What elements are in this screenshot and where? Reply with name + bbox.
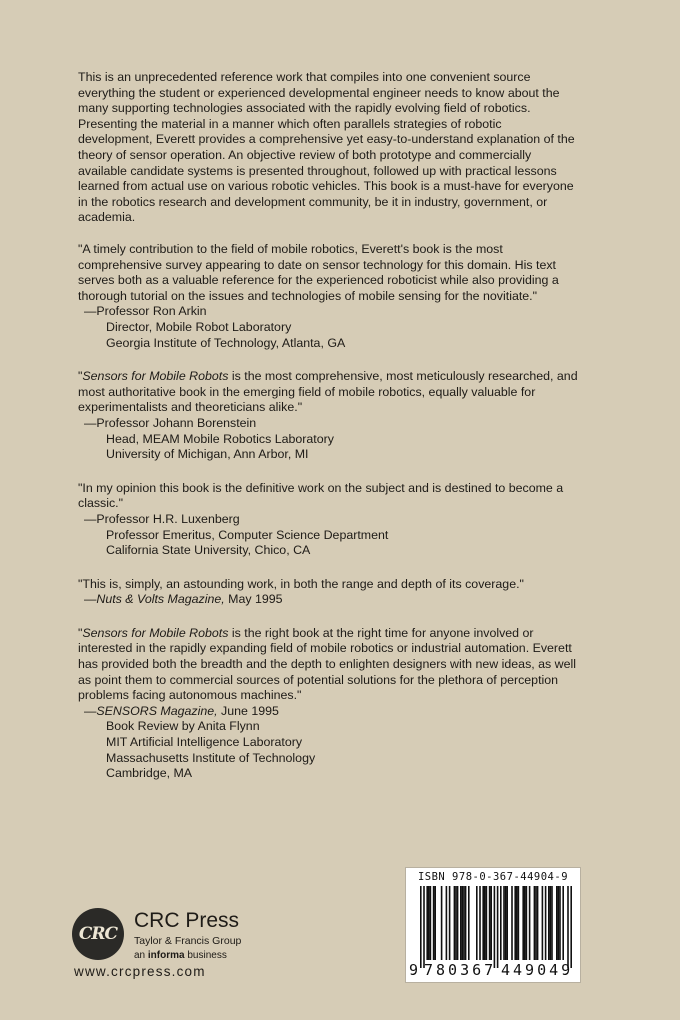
barcode-bar xyxy=(482,886,484,960)
quote-body: is the right book at the right time for anyone involved or interested in the rapidly expanding field of mobile robotics or industrial automation. Everett has provided both the breadth and the depth to enlighten designers with new ideas, as well as point them to commercial sources of potential solutions for the plethora of perception problems facing autonomous machines." xyxy=(78,625,577,703)
review-quote xyxy=(78,626,583,704)
barcode-bar xyxy=(506,886,508,960)
barcode-bar xyxy=(463,886,465,960)
reviewer-name: —Professor Johann Borenstein xyxy=(84,415,257,430)
parent-name: informa xyxy=(147,950,185,961)
reviewer-title: Director, Mobile Robot Laboratory xyxy=(106,319,292,334)
magazine-name: Nuts & Volts Magazine, xyxy=(96,592,225,607)
publisher-group: Taylor & Francis Group xyxy=(134,935,242,947)
barcode-bar xyxy=(522,886,524,960)
review-attribution xyxy=(84,416,583,463)
publisher-logo xyxy=(72,906,272,966)
publication-date: May 1995 xyxy=(224,592,283,607)
reviewer-title: MIT Artificial Intelligence Laboratory xyxy=(106,735,303,750)
reviewer-title: Professor Emeritus, Computer Science Department xyxy=(106,527,389,542)
barcode-bar xyxy=(537,886,539,960)
barcode-bar xyxy=(462,886,464,960)
barcode-bar xyxy=(457,886,459,960)
barcode-bar xyxy=(551,886,553,960)
barcode-bar xyxy=(562,886,564,960)
barcode-bar xyxy=(497,886,499,968)
publisher-parent xyxy=(134,950,227,962)
barcode-bar xyxy=(511,886,513,960)
barcode-bar xyxy=(446,886,448,960)
publication-date: June 1995 xyxy=(217,703,279,718)
barcode-bar xyxy=(542,886,544,960)
barcode-bar xyxy=(454,886,456,960)
barcode-bar xyxy=(524,886,526,960)
barcode-bar xyxy=(548,886,550,960)
reviews-section xyxy=(78,242,583,800)
review-quote: "This is, simply, an astounding work, in both the range and depth of its coverage." xyxy=(78,576,524,591)
book-title: Sensors for Mobile Robots xyxy=(82,625,229,640)
review-nuts-volts xyxy=(78,577,583,608)
barcode-bar xyxy=(514,886,516,960)
barcode-bar xyxy=(479,886,481,960)
barcode-bar xyxy=(430,886,432,960)
barcode-bar xyxy=(460,886,462,960)
reviewer-affiliation: University of Michigan, Ann Arbor, MI xyxy=(106,447,309,462)
barcode-bar xyxy=(420,886,422,968)
barcode-bar xyxy=(433,886,435,960)
reviewer-name: —Professor H.R. Luxenberg xyxy=(84,511,240,526)
barcode-bar xyxy=(556,886,558,960)
barcode-bar xyxy=(570,886,572,968)
review-attribution xyxy=(84,512,583,559)
isbn-label: ISBN 978-0-367-44904-9 xyxy=(417,871,569,883)
barcode-bar xyxy=(503,886,505,960)
review-attribution xyxy=(84,592,583,608)
reviewer-source xyxy=(84,592,583,608)
publisher-name: CRC Press xyxy=(134,909,240,932)
barcode-bar xyxy=(516,886,518,960)
reviewer-source xyxy=(84,704,583,720)
parent-suffix: business xyxy=(184,950,227,961)
barcode-bar xyxy=(529,886,531,960)
barcode-bar xyxy=(449,886,451,960)
barcode-bar xyxy=(465,886,467,960)
attribution-dash: — xyxy=(84,592,97,607)
reviewer-name: Book Review by Anita Flynn xyxy=(106,719,260,734)
barcode-bar xyxy=(518,886,520,960)
review-sensors-magazine xyxy=(78,626,583,782)
attribution-dash: — xyxy=(84,703,97,718)
reviewer-name: —Professor Ron Arkin xyxy=(84,304,207,319)
reviewer-affiliation: Georgia Institute of Technology, Atlanta, GA xyxy=(106,335,346,350)
quote-body: is the most comprehensive, most meticulously researched, and most authoritative book in the emerging field of mobile robotics, equally valuable for experimentalists and theoreticians alike." xyxy=(78,369,578,415)
barcode-bar xyxy=(426,886,428,960)
barcode-bar xyxy=(500,886,502,960)
barcode-bar xyxy=(476,886,478,960)
barcode-bar xyxy=(489,886,491,960)
barcode-bar xyxy=(434,886,436,960)
barcode-bar xyxy=(494,886,496,968)
barcode-bar xyxy=(526,886,528,960)
barcode-bar xyxy=(567,886,569,968)
barcode-digits-right: 449049 xyxy=(501,961,574,979)
barcode-bar xyxy=(550,886,552,960)
barcode-bar xyxy=(559,886,561,960)
quote-open: " xyxy=(78,625,83,640)
barcode-bar xyxy=(486,886,488,960)
reviewer-location: Cambridge, MA xyxy=(106,766,193,781)
review-borenstein xyxy=(78,369,583,463)
barcode-digits-left: 780367 xyxy=(424,961,497,979)
book-title: Sensors for Mobile Robots xyxy=(82,369,229,384)
review-attribution xyxy=(84,704,583,782)
barcode-bar xyxy=(534,886,536,960)
barcode-digit-lead: 9 xyxy=(409,961,419,979)
review-quote xyxy=(78,369,583,416)
barcode-bar xyxy=(535,886,537,960)
review-arkin xyxy=(78,242,583,351)
magazine-name: SENSORS Magazine, xyxy=(96,703,218,718)
quote-open: " xyxy=(78,369,83,384)
crc-logo-icon: CRC xyxy=(72,908,124,960)
review-quote: "In my opinion this book is the definitive work on the subject and is destined to become a classic." xyxy=(78,480,564,511)
review-attribution xyxy=(84,304,583,351)
barcode-bar xyxy=(484,886,486,960)
barcode-bar xyxy=(490,886,492,960)
reviewer-affiliation: California State University, Chico, CA xyxy=(106,543,311,558)
isbn-barcode xyxy=(405,867,581,983)
review-quote: "A timely contribution to the field of mobile robotics, Everett's book is the most comprehensive survey appearing to date on sensor technology for this domain. His text serves both as a valuable reference for the experienced roboticist while also providing a thorough tutorial on the issues and technologies of mobile sensing for the novitiate." xyxy=(78,242,559,303)
barcode-bar xyxy=(428,886,430,960)
barcode-bar xyxy=(545,886,547,960)
barcode-bar xyxy=(441,886,443,960)
barcode-bar xyxy=(558,886,560,960)
parent-prefix: an xyxy=(134,950,148,961)
barcode-bar xyxy=(505,886,507,960)
barcode-bar xyxy=(468,886,470,960)
review-luxenberg xyxy=(78,481,583,559)
reviewer-title: Head, MEAM Mobile Robotics Laboratory xyxy=(106,431,334,446)
barcode-bar xyxy=(455,886,457,960)
book-description: This is an unprecedented reference work that compiles into one convenient source everything the student or experienced developmental engineer needs to know about the many supporting technologies associated with the rapidly evolving field of robotics. Presenting the material in a manner which often parallels strategies of robotic development, Everett provides a comprehensive yet easy-to-understand explanation of the theory of sensor operation. An objective review of both prototype and commercially available candidate systems is presented throughout, followed up with practical lessons learned from actual use on various robotic vehicles. This book is a must-have for everyone in the robotics research and development community, be it in industry, government, or academia. xyxy=(78,70,575,225)
publisher-website: www.crcpress.com xyxy=(74,964,206,979)
barcode-bar xyxy=(423,886,425,968)
reviewer-affiliation: Massachusetts Institute of Technology xyxy=(106,750,316,765)
